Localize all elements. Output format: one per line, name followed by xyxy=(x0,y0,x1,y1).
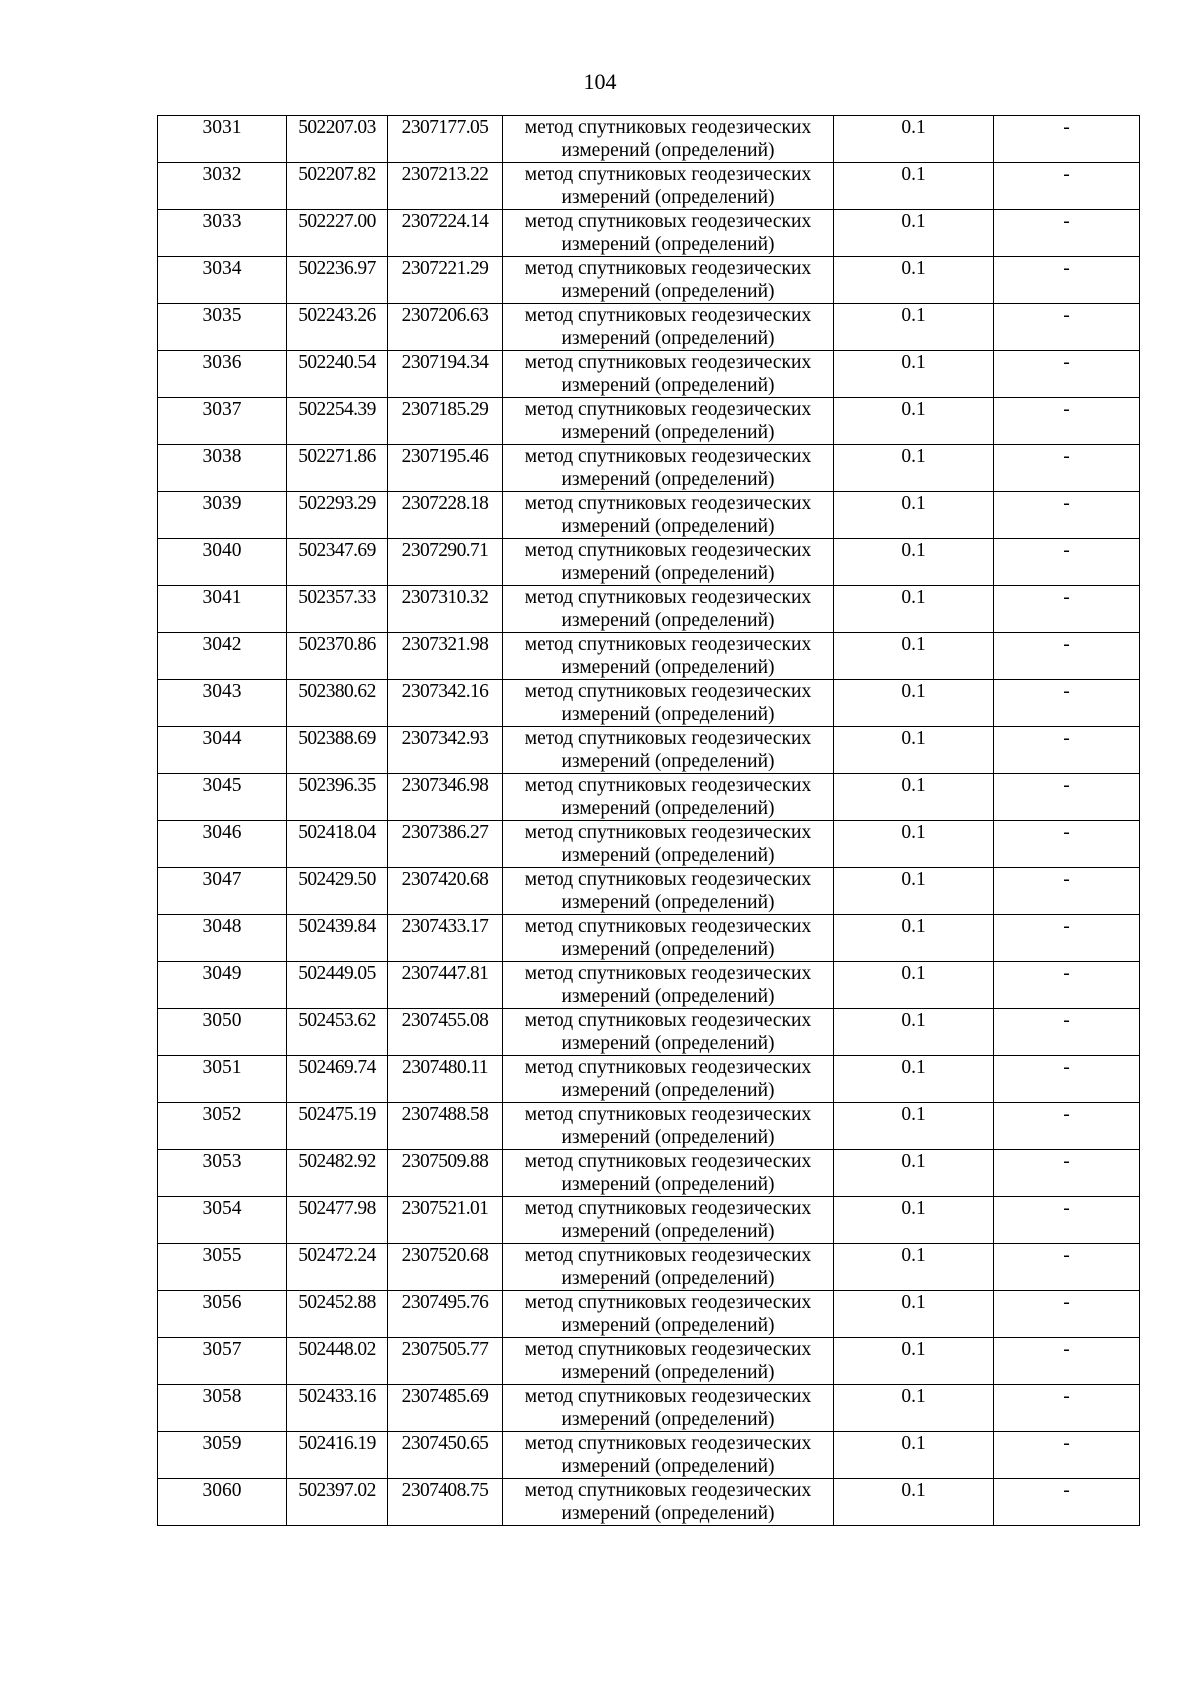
precision-cell: 0.1 xyxy=(834,1197,994,1244)
table-row xyxy=(158,1338,1140,1385)
y-coordinate-cell: 2307194.34 xyxy=(388,351,503,398)
precision-cell: 0.1 xyxy=(834,163,994,210)
y-coordinate-cell: 2307420.68 xyxy=(388,868,503,915)
precision-cell: 0.1 xyxy=(834,210,994,257)
y-coordinate-cell: 2307520.68 xyxy=(388,1244,503,1291)
y-coordinate-cell: 2307290.71 xyxy=(388,539,503,586)
method-cell: метод спутниковых геодезических измерений (определений) xyxy=(503,1432,834,1479)
method-cell: метод спутниковых геодезических измерений (определений) xyxy=(503,633,834,680)
point-number-cell: 3042 xyxy=(158,633,287,680)
y-coordinate-cell: 2307485.69 xyxy=(388,1385,503,1432)
x-coordinate-cell: 502396.35 xyxy=(287,774,388,821)
y-coordinate-cell: 2307195.46 xyxy=(388,445,503,492)
precision-cell: 0.1 xyxy=(834,680,994,727)
precision-cell: 0.1 xyxy=(834,868,994,915)
description-cell: - xyxy=(994,1291,1140,1338)
description-cell: - xyxy=(994,680,1140,727)
x-coordinate-cell: 502293.29 xyxy=(287,492,388,539)
point-number-cell: 3033 xyxy=(158,210,287,257)
method-cell: метод спутниковых геодезических измерений (определений) xyxy=(503,1479,834,1526)
table-row xyxy=(158,774,1140,821)
description-cell: - xyxy=(994,821,1140,868)
method-cell: метод спутниковых геодезических измерений (определений) xyxy=(503,1244,834,1291)
table-row xyxy=(158,1056,1140,1103)
point-number-cell: 3037 xyxy=(158,398,287,445)
table-row xyxy=(158,868,1140,915)
method-cell: метод спутниковых геодезических измерений (определений) xyxy=(503,1103,834,1150)
point-number-cell: 3044 xyxy=(158,727,287,774)
point-number-cell: 3053 xyxy=(158,1150,287,1197)
x-coordinate-cell: 502449.05 xyxy=(287,962,388,1009)
method-cell: метод спутниковых геодезических измерений (определений) xyxy=(503,445,834,492)
table-row xyxy=(158,445,1140,492)
y-coordinate-cell: 2307433.17 xyxy=(388,915,503,962)
x-coordinate-cell: 502240.54 xyxy=(287,351,388,398)
point-number-cell: 3057 xyxy=(158,1338,287,1385)
y-coordinate-cell: 2307224.14 xyxy=(388,210,503,257)
table-row xyxy=(158,1385,1140,1432)
method-cell: метод спутниковых геодезических измерений (определений) xyxy=(503,586,834,633)
description-cell: - xyxy=(994,1338,1140,1385)
y-coordinate-cell: 2307447.81 xyxy=(388,962,503,1009)
x-coordinate-cell: 502397.02 xyxy=(287,1479,388,1526)
table-row xyxy=(158,1479,1140,1526)
precision-cell: 0.1 xyxy=(834,116,994,163)
method-cell: метод спутниковых геодезических измерений (определений) xyxy=(503,680,834,727)
point-number-cell: 3045 xyxy=(158,774,287,821)
x-coordinate-cell: 502469.74 xyxy=(287,1056,388,1103)
table-row xyxy=(158,1150,1140,1197)
table-row xyxy=(158,915,1140,962)
description-cell: - xyxy=(994,351,1140,398)
table-row xyxy=(158,1432,1140,1479)
table-row xyxy=(158,1244,1140,1291)
description-cell: - xyxy=(994,304,1140,351)
description-cell: - xyxy=(994,1150,1140,1197)
y-coordinate-cell: 2307206.63 xyxy=(388,304,503,351)
y-coordinate-cell: 2307342.16 xyxy=(388,680,503,727)
x-coordinate-cell: 502357.33 xyxy=(287,586,388,633)
x-coordinate-cell: 502453.62 xyxy=(287,1009,388,1056)
point-number-cell: 3035 xyxy=(158,304,287,351)
coordinates-table-body xyxy=(158,116,1140,1526)
point-number-cell: 3048 xyxy=(158,915,287,962)
y-coordinate-cell: 2307228.18 xyxy=(388,492,503,539)
description-cell: - xyxy=(994,1009,1140,1056)
point-number-cell: 3054 xyxy=(158,1197,287,1244)
y-coordinate-cell: 2307509.88 xyxy=(388,1150,503,1197)
y-coordinate-cell: 2307185.29 xyxy=(388,398,503,445)
x-coordinate-cell: 502418.04 xyxy=(287,821,388,868)
method-cell: метод спутниковых геодезических измерений (определений) xyxy=(503,868,834,915)
point-number-cell: 3040 xyxy=(158,539,287,586)
point-number-cell: 3059 xyxy=(158,1432,287,1479)
x-coordinate-cell: 502207.03 xyxy=(287,116,388,163)
precision-cell: 0.1 xyxy=(834,1291,994,1338)
method-cell: метод спутниковых геодезических измерений (определений) xyxy=(503,915,834,962)
table-row xyxy=(158,304,1140,351)
description-cell: - xyxy=(994,1479,1140,1526)
description-cell: - xyxy=(994,116,1140,163)
y-coordinate-cell: 2307310.32 xyxy=(388,586,503,633)
table-row xyxy=(158,1197,1140,1244)
table-row xyxy=(158,1291,1140,1338)
point-number-cell: 3038 xyxy=(158,445,287,492)
point-number-cell: 3036 xyxy=(158,351,287,398)
table-row xyxy=(158,1103,1140,1150)
table-row xyxy=(158,116,1140,163)
point-number-cell: 3046 xyxy=(158,821,287,868)
precision-cell: 0.1 xyxy=(834,962,994,1009)
y-coordinate-cell: 2307495.76 xyxy=(388,1291,503,1338)
table-row xyxy=(158,257,1140,304)
table-row xyxy=(158,163,1140,210)
method-cell: метод спутниковых геодезических измерений (определений) xyxy=(503,727,834,774)
table-row xyxy=(158,962,1140,1009)
method-cell: метод спутниковых геодезических измерений (определений) xyxy=(503,1291,834,1338)
description-cell: - xyxy=(994,492,1140,539)
precision-cell: 0.1 xyxy=(834,1479,994,1526)
description-cell: - xyxy=(994,1432,1140,1479)
x-coordinate-cell: 502429.50 xyxy=(287,868,388,915)
description-cell: - xyxy=(994,1197,1140,1244)
precision-cell: 0.1 xyxy=(834,398,994,445)
y-coordinate-cell: 2307221.29 xyxy=(388,257,503,304)
method-cell: метод спутниковых геодезических измерений (определений) xyxy=(503,1009,834,1056)
y-coordinate-cell: 2307213.22 xyxy=(388,163,503,210)
description-cell: - xyxy=(994,586,1140,633)
precision-cell: 0.1 xyxy=(834,492,994,539)
method-cell: метод спутниковых геодезических измерений (определений) xyxy=(503,1150,834,1197)
method-cell: метод спутниковых геодезических измерений (определений) xyxy=(503,1385,834,1432)
x-coordinate-cell: 502433.16 xyxy=(287,1385,388,1432)
description-cell: - xyxy=(994,962,1140,1009)
x-coordinate-cell: 502271.86 xyxy=(287,445,388,492)
method-cell: метод спутниковых геодезических измерений (определений) xyxy=(503,257,834,304)
point-number-cell: 3031 xyxy=(158,116,287,163)
method-cell: метод спутниковых геодезических измерений (определений) xyxy=(503,962,834,1009)
point-number-cell: 3047 xyxy=(158,868,287,915)
point-number-cell: 3055 xyxy=(158,1244,287,1291)
y-coordinate-cell: 2307450.65 xyxy=(388,1432,503,1479)
precision-cell: 0.1 xyxy=(834,1338,994,1385)
coordinates-table xyxy=(157,115,1140,1526)
method-cell: метод спутниковых геодезических измерений (определений) xyxy=(503,821,834,868)
precision-cell: 0.1 xyxy=(834,257,994,304)
description-cell: - xyxy=(994,1056,1140,1103)
y-coordinate-cell: 2307488.58 xyxy=(388,1103,503,1150)
precision-cell: 0.1 xyxy=(834,1056,994,1103)
y-coordinate-cell: 2307177.05 xyxy=(388,116,503,163)
table-row xyxy=(158,586,1140,633)
x-coordinate-cell: 502236.97 xyxy=(287,257,388,304)
method-cell: метод спутниковых геодезических измерений (определений) xyxy=(503,163,834,210)
point-number-cell: 3032 xyxy=(158,163,287,210)
description-cell: - xyxy=(994,1385,1140,1432)
x-coordinate-cell: 502452.88 xyxy=(287,1291,388,1338)
y-coordinate-cell: 2307521.01 xyxy=(388,1197,503,1244)
x-coordinate-cell: 502416.19 xyxy=(287,1432,388,1479)
point-number-cell: 3051 xyxy=(158,1056,287,1103)
table-row xyxy=(158,398,1140,445)
y-coordinate-cell: 2307346.98 xyxy=(388,774,503,821)
description-cell: - xyxy=(994,868,1140,915)
point-number-cell: 3034 xyxy=(158,257,287,304)
y-coordinate-cell: 2307455.08 xyxy=(388,1009,503,1056)
method-cell: метод спутниковых геодезических измерений (определений) xyxy=(503,304,834,351)
precision-cell: 0.1 xyxy=(834,774,994,821)
x-coordinate-cell: 502254.39 xyxy=(287,398,388,445)
precision-cell: 0.1 xyxy=(834,304,994,351)
x-coordinate-cell: 502388.69 xyxy=(287,727,388,774)
x-coordinate-cell: 502370.86 xyxy=(287,633,388,680)
table-row xyxy=(158,210,1140,257)
description-cell: - xyxy=(994,774,1140,821)
table-row xyxy=(158,492,1140,539)
y-coordinate-cell: 2307386.27 xyxy=(388,821,503,868)
table-row xyxy=(158,351,1140,398)
x-coordinate-cell: 502227.00 xyxy=(287,210,388,257)
description-cell: - xyxy=(994,633,1140,680)
point-number-cell: 3050 xyxy=(158,1009,287,1056)
x-coordinate-cell: 502475.19 xyxy=(287,1103,388,1150)
precision-cell: 0.1 xyxy=(834,1009,994,1056)
table-row xyxy=(158,727,1140,774)
table-row xyxy=(158,1009,1140,1056)
x-coordinate-cell: 502472.24 xyxy=(287,1244,388,1291)
page-number: 104 xyxy=(583,69,617,94)
table-row xyxy=(158,633,1140,680)
x-coordinate-cell: 502380.62 xyxy=(287,680,388,727)
point-number-cell: 3041 xyxy=(158,586,287,633)
precision-cell: 0.1 xyxy=(834,586,994,633)
description-cell: - xyxy=(994,210,1140,257)
x-coordinate-cell: 502439.84 xyxy=(287,915,388,962)
x-coordinate-cell: 502243.26 xyxy=(287,304,388,351)
y-coordinate-cell: 2307480.11 xyxy=(388,1056,503,1103)
description-cell: - xyxy=(994,1244,1140,1291)
precision-cell: 0.1 xyxy=(834,351,994,398)
x-coordinate-cell: 502347.69 xyxy=(287,539,388,586)
y-coordinate-cell: 2307505.77 xyxy=(388,1338,503,1385)
method-cell: метод спутниковых геодезических измерений (определений) xyxy=(503,210,834,257)
point-number-cell: 3039 xyxy=(158,492,287,539)
x-coordinate-cell: 502482.92 xyxy=(287,1150,388,1197)
description-cell: - xyxy=(994,1103,1140,1150)
table-row xyxy=(158,680,1140,727)
precision-cell: 0.1 xyxy=(834,1103,994,1150)
table-row xyxy=(158,821,1140,868)
method-cell: метод спутниковых геодезических измерений (определений) xyxy=(503,1056,834,1103)
method-cell: метод спутниковых геодезических измерений (определений) xyxy=(503,398,834,445)
description-cell: - xyxy=(994,539,1140,586)
method-cell: метод спутниковых геодезических измерений (определений) xyxy=(503,1197,834,1244)
precision-cell: 0.1 xyxy=(834,821,994,868)
x-coordinate-cell: 502448.02 xyxy=(287,1338,388,1385)
method-cell: метод спутниковых геодезических измерений (определений) xyxy=(503,774,834,821)
y-coordinate-cell: 2307321.98 xyxy=(388,633,503,680)
precision-cell: 0.1 xyxy=(834,727,994,774)
method-cell: метод спутниковых геодезических измерений (определений) xyxy=(503,1338,834,1385)
y-coordinate-cell: 2307408.75 xyxy=(388,1479,503,1526)
method-cell: метод спутниковых геодезических измерений (определений) xyxy=(503,351,834,398)
precision-cell: 0.1 xyxy=(834,1150,994,1197)
point-number-cell: 3052 xyxy=(158,1103,287,1150)
point-number-cell: 3049 xyxy=(158,962,287,1009)
point-number-cell: 3058 xyxy=(158,1385,287,1432)
table-row xyxy=(158,539,1140,586)
description-cell: - xyxy=(994,398,1140,445)
point-number-cell: 3060 xyxy=(158,1479,287,1526)
precision-cell: 0.1 xyxy=(834,633,994,680)
precision-cell: 0.1 xyxy=(834,445,994,492)
point-number-cell: 3043 xyxy=(158,680,287,727)
x-coordinate-cell: 502477.98 xyxy=(287,1197,388,1244)
precision-cell: 0.1 xyxy=(834,915,994,962)
precision-cell: 0.1 xyxy=(834,1244,994,1291)
method-cell: метод спутниковых геодезических измерений (определений) xyxy=(503,492,834,539)
y-coordinate-cell: 2307342.93 xyxy=(388,727,503,774)
description-cell: - xyxy=(994,163,1140,210)
description-cell: - xyxy=(994,915,1140,962)
description-cell: - xyxy=(994,727,1140,774)
precision-cell: 0.1 xyxy=(834,539,994,586)
point-number-cell: 3056 xyxy=(158,1291,287,1338)
method-cell: метод спутниковых геодезических измерений (определений) xyxy=(503,116,834,163)
precision-cell: 0.1 xyxy=(834,1385,994,1432)
description-cell: - xyxy=(994,257,1140,304)
x-coordinate-cell: 502207.82 xyxy=(287,163,388,210)
description-cell: - xyxy=(994,445,1140,492)
method-cell: метод спутниковых геодезических измерений (определений) xyxy=(503,539,834,586)
precision-cell: 0.1 xyxy=(834,1432,994,1479)
